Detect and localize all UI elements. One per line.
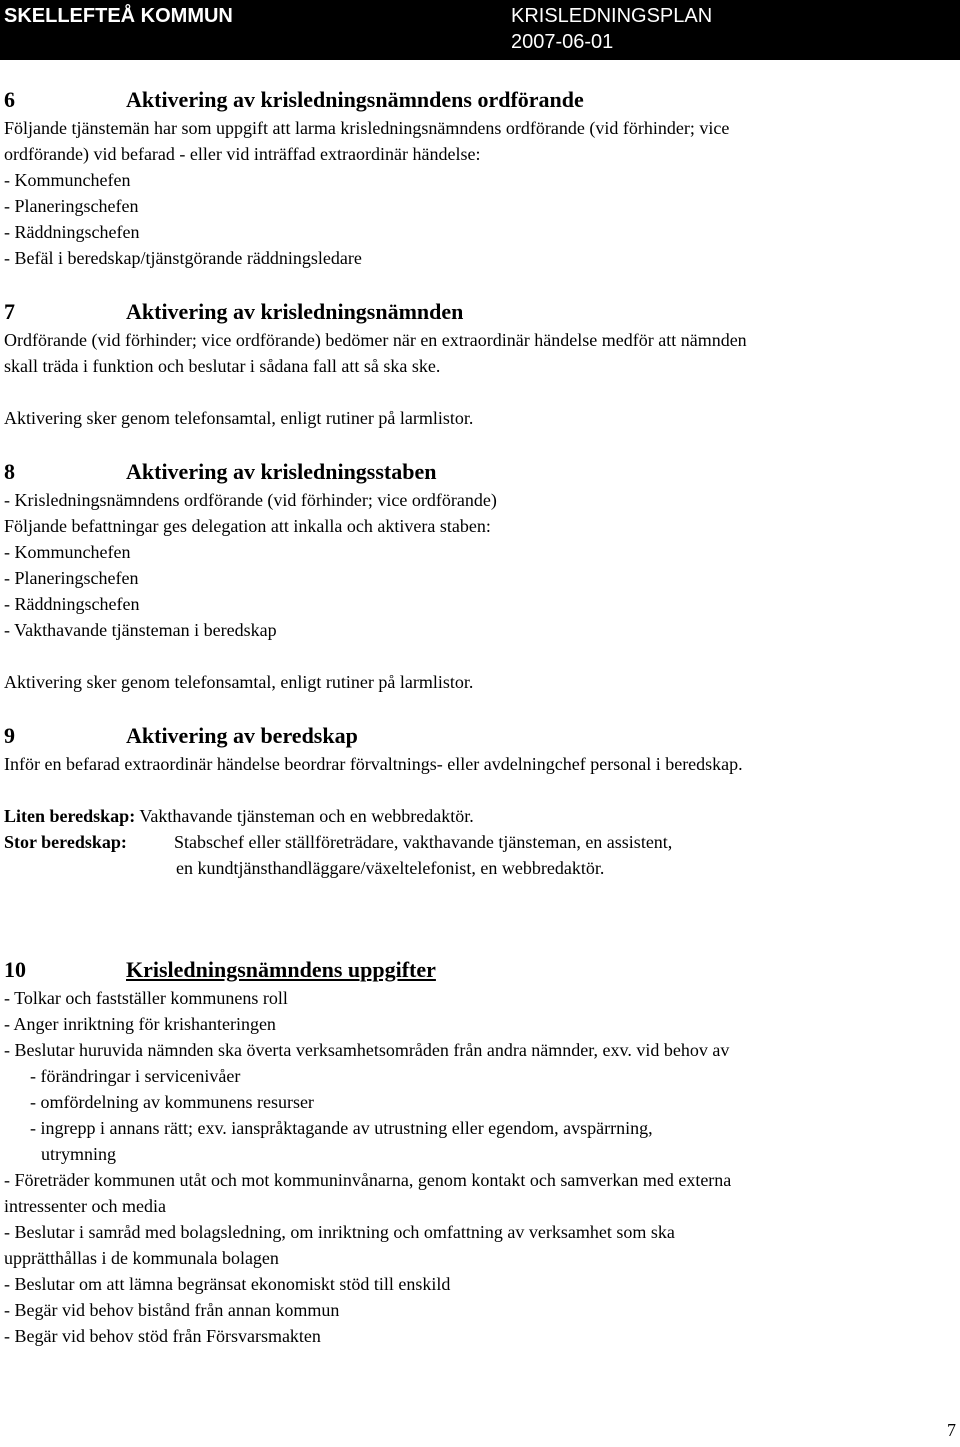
section-title: Aktivering av krisledningsnämnden	[126, 299, 464, 324]
list-item: - Anger inriktning för krishanteringen	[4, 1014, 276, 1034]
section-6-heading	[4, 85, 944, 115]
list-item: - Beslutar om att lämna begränsat ekonomiskt stöd till enskild	[4, 1274, 451, 1294]
list-item: - Räddningschefen	[4, 594, 140, 614]
list-item: - Kommunchefen	[4, 542, 131, 562]
paragraph: Ordförande (vid förhinder; vice ordförande) bedömer när en extraordinär händelse medför att nämnden	[4, 330, 747, 350]
paragraph: skall träda i funktion och beslutar i sådana fall att så ska ske.	[4, 356, 441, 376]
small-readiness	[4, 803, 944, 829]
section-number: 6	[4, 87, 15, 112]
list-item: - Begär vid behov stöd från Försvarsmakten	[4, 1326, 321, 1346]
small-readiness-text: Vakthavande tjänsteman och en webbredaktör.	[135, 806, 474, 826]
section-title: Aktivering av krisledningsstaben	[126, 459, 437, 484]
list-item: - Tolkar och fastställer kommunens roll	[4, 988, 288, 1008]
big-readiness-text-cont: en kundtjänsthandläggare/växeltelefonist, en webbredaktör.	[176, 858, 605, 878]
paragraph: ordförande) vid befarad - eller vid inträffad extraordinär händelse:	[4, 144, 481, 164]
section-number: 10	[4, 957, 26, 982]
paragraph: - Krisledningsnämndens ordförande (vid förhinder; vice ordförande)	[4, 490, 497, 510]
big-readiness-text: Stabschef eller ställföreträdare, vakthavande tjänsteman, en assistent,	[174, 832, 673, 852]
org-name: SKELLEFTEÅ KOMMUN	[4, 5, 233, 27]
section-number: 8	[4, 459, 15, 484]
list-item: - Beslutar i samråd med bolagsledning, om inriktning och omfattning av verksamhet som ska	[4, 1222, 675, 1242]
section-number: 9	[4, 723, 15, 748]
section-10-heading	[4, 955, 944, 985]
page-number: 7	[947, 1420, 956, 1440]
paragraph: Följande befattningar ges delegation att inkalla och aktivera staben:	[4, 516, 491, 536]
paragraph: Följande tjänstemän har som uppgift att larma krisledningsnämndens ordförande (vid förhinder; vice	[4, 118, 730, 138]
list-item: - Planeringschefen	[4, 568, 139, 588]
section-title: Aktivering av krisledningsnämndens ordförande	[126, 87, 584, 112]
list-item: - Planeringschefen	[4, 196, 139, 216]
sub-list-item: - förändringar i servicenivåer	[30, 1066, 241, 1086]
paragraph: Inför en befarad extraordinär händelse beordrar förvaltnings- eller avdelningchef personal i beredskap.	[4, 754, 743, 774]
activation-note: Aktivering sker genom telefonsamtal, enligt rutiner på larmlistor.	[4, 408, 474, 428]
section-9-heading	[4, 721, 944, 751]
big-readiness-label: Stor beredskap:	[4, 832, 127, 852]
section-title: Krisledningsnämndens uppgifter	[126, 957, 436, 982]
sub-list-item-cont: utrymning	[41, 1144, 116, 1164]
section-7-heading	[4, 297, 944, 327]
list-item: - Beslutar huruvida nämnden ska överta verksamhetsområden från andra nämnder, exv. vid behov av	[4, 1040, 730, 1060]
document-body	[4, 85, 944, 1349]
list-item-cont: upprätthållas i de kommunala bolagen	[4, 1248, 279, 1268]
list-item: - Företräder kommunen utåt och mot kommuninvånarna, genom kontakt och samverkan med externa	[4, 1170, 732, 1190]
list-item: - Vakthavande tjänsteman i beredskap	[4, 620, 277, 640]
doc-date: 2007-06-01	[511, 31, 614, 53]
section-title: Aktivering av beredskap	[126, 723, 358, 748]
sub-list-item: - omfördelning av kommunens resurser	[30, 1092, 314, 1112]
list-item-cont: intressenter och media	[4, 1196, 166, 1216]
page-header	[0, 0, 960, 60]
list-item: - Befäl i beredskap/tjänstgörande räddningsledare	[4, 248, 362, 268]
section-8-heading	[4, 457, 944, 487]
small-readiness-label: Liten beredskap:	[4, 806, 136, 826]
big-readiness	[4, 829, 944, 855]
sub-list-item: - ingrepp i annans rätt; exv. ianspråktagande av utrustning eller egendom, avspärrning,	[30, 1118, 653, 1138]
list-item: - Begär vid behov bistånd från annan kommun	[4, 1300, 340, 1320]
doc-title: KRISLEDNINGSPLAN	[511, 5, 713, 27]
section-number: 7	[4, 299, 15, 324]
activation-note: Aktivering sker genom telefonsamtal, enligt rutiner på larmlistor.	[4, 672, 474, 692]
list-item: - Räddningschefen	[4, 222, 140, 242]
list-item: - Kommunchefen	[4, 170, 131, 190]
